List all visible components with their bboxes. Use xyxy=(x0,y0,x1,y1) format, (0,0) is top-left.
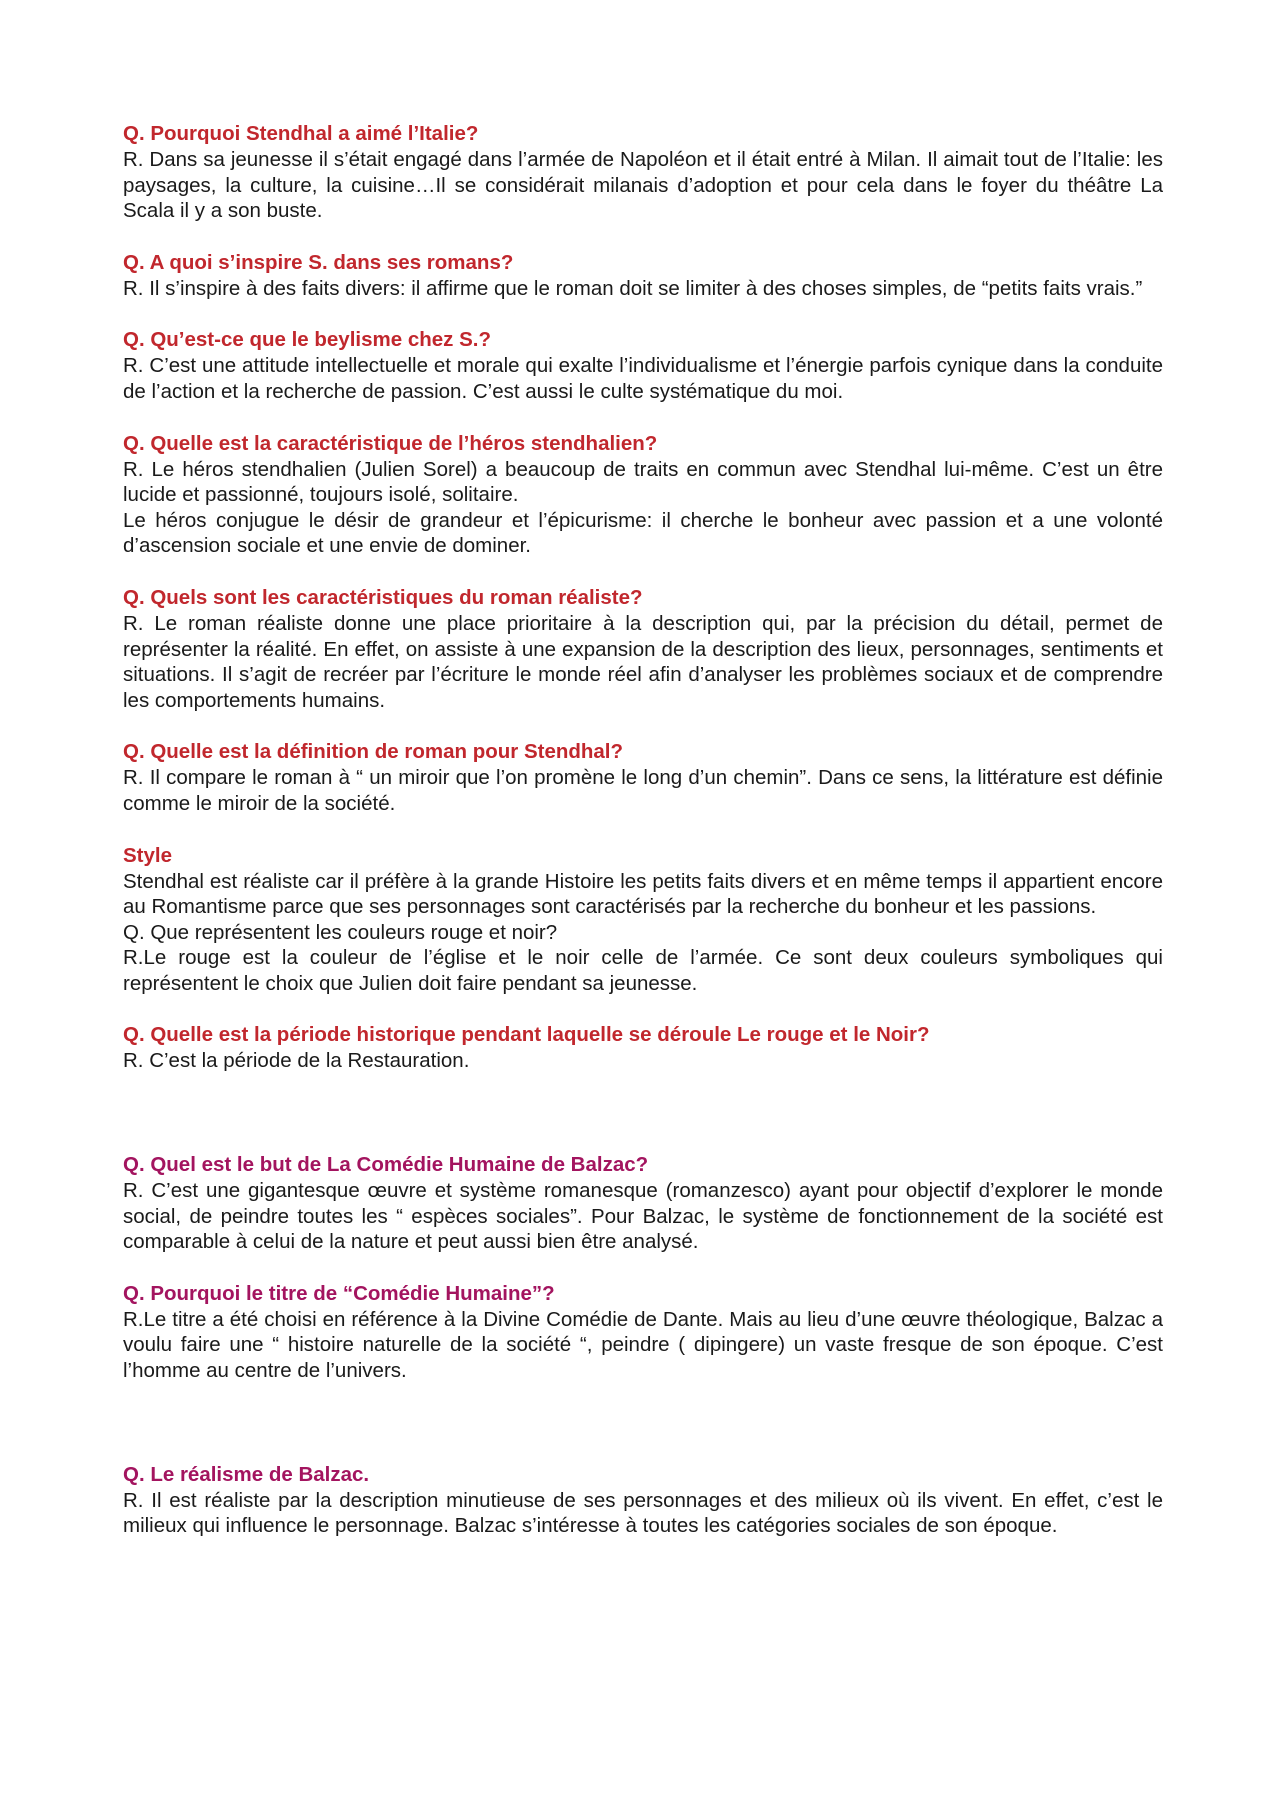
style-paragraph: Stendhal est réaliste car il préfère à la grande Histoire les petits faits divers et en même temps il appartient encore au Romantisme parce que ses personnages sont caractérisés par la recherche du bonheur et les passions. xyxy=(123,869,1163,919)
answer-paragraph: R. Il compare le roman à “ un miroir que l’on promène le long d’un chemin”. Dans ce sens, la littérature est définie comme le miroir de la société. xyxy=(123,766,1163,815)
qa-stendhal-italie xyxy=(123,121,1163,224)
answer-paragraph: R. C’est la période de la Restauration. xyxy=(123,1049,470,1073)
question-heading: Q. Pourquoi Stendhal a aimé l’Italie? xyxy=(123,122,479,145)
question-heading: Q. Pourquoi le titre de “Comédie Humaine”? xyxy=(123,1281,555,1305)
qa-definition-roman xyxy=(123,739,1163,816)
qa-beylisme xyxy=(123,327,1163,404)
qa-comedie-humaine-but xyxy=(123,1152,1163,1255)
qa-inspiration xyxy=(123,250,1163,302)
question-heading: Q. Qu’est-ce que le beylisme chez S.? xyxy=(123,328,491,352)
section-heading: Style xyxy=(123,843,172,867)
answer-paragraph: Le héros conjugue le désir de grandeur et l’épicurisme: il cherche le bonheur avec passion et a une volonté d’ascension sociale et une envie de dominer. xyxy=(123,508,1163,558)
answer-paragraph: R. Il s’inspire à des faits divers: il affirme que le roman doit se limiter à des choses simples, de “petits faits vrais.” xyxy=(123,276,1143,300)
question-heading: Q. Quelle est la définition de roman pour Stendhal? xyxy=(123,740,624,764)
answer-paragraph: R. Le roman réaliste donne une place prioritaire à la description qui, par la précision du détail, permet de représenter la réalité. En effet, on assiste à une expansion de la description des lieux, personnages, sentiments et situations. Il s’agit de recréer par l’écriture le monde réel afin d’analyser les problèmes sociaux et de comprendre les comportements humains. xyxy=(123,611,1163,712)
document-page xyxy=(123,121,1163,1539)
qa-roman-realiste xyxy=(123,585,1163,713)
answer-paragraph: R. C’est une attitude intellectuelle et morale qui exalte l’individualisme et l’énergie parfois cynique dans la conduite de l’action et la recherche de passion. C’est aussi le culte systématique du moi. xyxy=(123,354,1163,403)
answer-paragraph: R.Le titre a été choisi en référence à la Divine Comédie de Dante. Mais au lieu d’une œuvre théologique, Balzac a voulu faire une “ histoire naturelle de la société “, peindre ( dipingere) un vaste fresque de son époque. C’est l’homme au centre de l’univers. xyxy=(123,1307,1163,1383)
qa-realisme-balzac xyxy=(123,1462,1163,1539)
answer-paragraph: R. Le héros stendhalien (Julien Sorel) a beaucoup de traits en commun avec Stendhal lui-même. C’est un être lucide et passionné, toujours isolé, solitaire. xyxy=(123,457,1163,507)
answer-paragraph: R. Dans sa jeunesse il s’était engagé dans l’armée de Napoléon et il était entré à Milan. Il aimait tout de l’Italie: les paysages, la culture, la cuisine…Il se considérait milanais d’adoption et pour cela dans le foyer du théâtre La Scala il y a son buste. xyxy=(123,148,1163,223)
answer-paragraph: R. Il est réaliste par la description minutieuse de ses personnages et des milieux où ils vivent. En effet, c’est le milieux qui influence le personnage. Balzac s’intéresse à toutes les catégories sociales de son époque. xyxy=(123,1488,1163,1538)
section-style xyxy=(123,843,1163,997)
style-question: Q. Que représentent les couleurs rouge et noir? xyxy=(123,920,558,944)
answer-paragraph: R. C’est une gigantesque œuvre et système romanesque (romanzesco) ayant pour objectif d’explorer le monde social, de peindre toutes les “ espèces sociales”. Pour Balzac, le système de fonctionnement de la société est comparable à celui de la nature et peut aussi bien être analysé. xyxy=(123,1179,1163,1254)
question-heading: Q. A quoi s’inspire S. dans ses romans? xyxy=(123,250,514,274)
question-heading: Q. Quel est le but de La Comédie Humaine de Balzac? xyxy=(123,1153,649,1177)
style-answer: R.Le rouge est la couleur de l’église et le noir celle de l’armée. Ce sont deux couleurs symboliques qui représentent le choix que Julien doit faire pendant sa jeunesse. xyxy=(123,946,1163,995)
qa-heros-stendhalien xyxy=(123,431,1163,559)
question-heading: Q. Quelle est la période historique pendant laquelle se déroule Le rouge et le Noir? xyxy=(123,1023,930,1047)
question-heading: Q. Le réalisme de Balzac. xyxy=(123,1462,370,1486)
question-heading: Q. Quelle est la caractéristique de l’héros stendhalien? xyxy=(123,431,658,455)
qa-periode-historique xyxy=(123,1022,1163,1074)
qa-titre-comedie-humaine xyxy=(123,1281,1163,1384)
question-heading: Q. Quels sont les caractéristiques du roman réaliste? xyxy=(123,585,643,609)
